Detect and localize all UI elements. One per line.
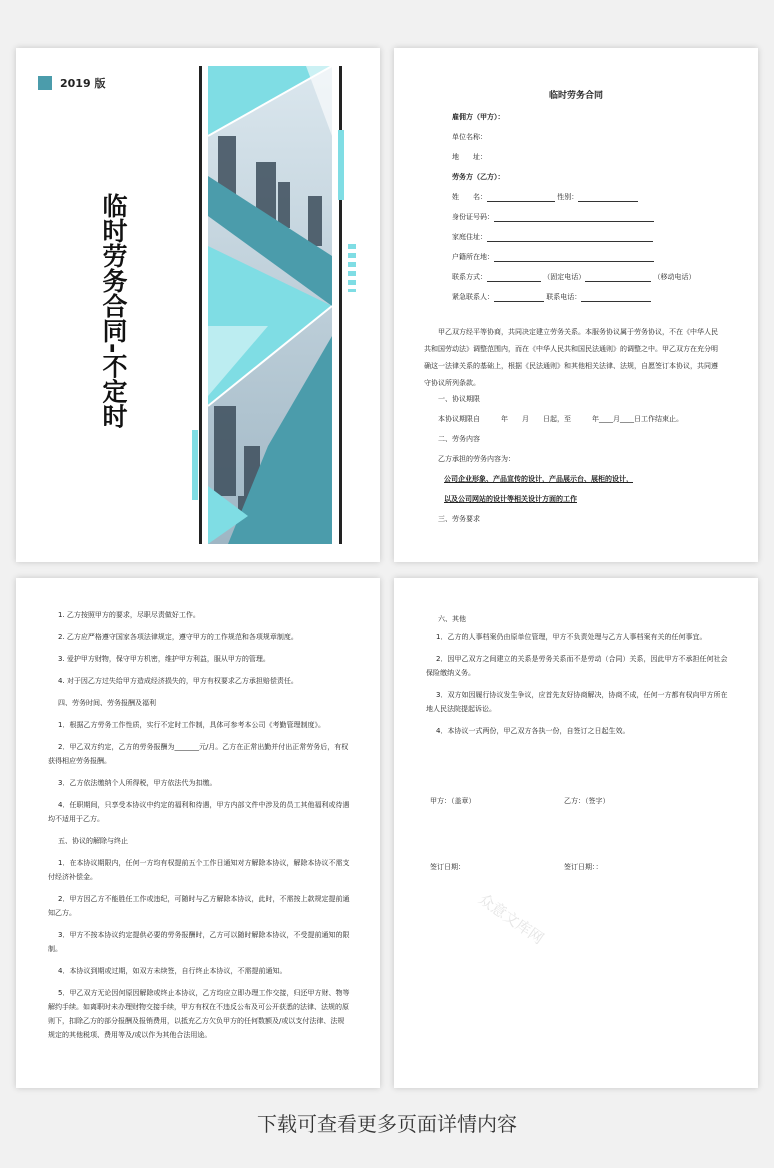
name-blank xyxy=(487,193,555,202)
clause-item: 4．任职期间，只享受本协议中约定的福利和待遇，甲方内部文件中涉及的员工其他福利或待遇均不适用于乙方。 xyxy=(48,801,350,823)
party-b-signature: 乙方：（签字） xyxy=(564,797,610,805)
name-label: 姓 名： xyxy=(452,193,487,201)
hukou-blank xyxy=(494,253,654,262)
cover-page xyxy=(16,48,380,562)
clause-item: 3．甲方不按本协议约定提供必要的劳务报酬时，乙方可以随时解除本协议，不受提前通知的限制。 xyxy=(48,931,350,953)
section6-heading: 六、其他 xyxy=(438,615,466,623)
fixed-phone-label: （固定电话） xyxy=(543,273,586,281)
clause-item: 四、劳务时间、劳务报酬及福利 xyxy=(58,699,156,707)
clause-item: 4. 对于因乙方过失给甲方造成经济损失的，甲方有权要求乙方承担赔偿责任。 xyxy=(58,677,298,685)
footer-caption: 下载可查看更多页面详情内容 xyxy=(257,1112,517,1136)
clause-item: 1．根据乙方劳务工作性质，实行不定时工作制，具体可参考本公司《考勤管理制度》。 xyxy=(58,721,325,729)
accent-dashes xyxy=(348,244,356,292)
employer-heading: 雇佣方（甲方）： xyxy=(452,113,505,121)
home-row xyxy=(452,232,653,242)
clause-item: 5．甲乙双方无论因何原因解除或终止本协议，乙方均应立即办理工作交接，归还甲方财、物等解约手续。如离职时未办理财物交接手续，甲方有权在不违反公布及可公开获悉的法律、法规的原则下，扣除乙方的部分报酬及报销费用，以抵充乙方欠负甲方的任何数额及/或以支付法律、法规规定的其他税项、费用等及/或以作为其他合法用途。 xyxy=(48,989,350,1039)
emergency-phone-blank xyxy=(581,293,651,302)
year-badge-square xyxy=(38,76,52,90)
contract-title: 临时劳务合同 xyxy=(548,91,603,101)
emergency-label: 紧急联系人： xyxy=(452,293,494,301)
accent-bar-right xyxy=(338,130,344,200)
contact-label: 联系方式： xyxy=(452,273,487,281)
clause-item: 4．本协议一式两份，甲乙双方各执一份，自签订之日起生效。 xyxy=(436,727,630,735)
contact-row xyxy=(452,272,695,282)
clause-item: 3．乙方依法缴纳个人所得税，甲方依法代为扣缴。 xyxy=(58,779,217,787)
section1-heading: 一、协议期限 xyxy=(438,395,480,403)
content-line-1: 公司企业形象、产品宣传的设计，产品展示台、展柜的设计， xyxy=(444,475,633,483)
clause-item: 五、协议的解除与终止 xyxy=(58,837,128,845)
id-row xyxy=(452,212,654,222)
clause-item: 2. 乙方应严格遵守国家各项法律规定，遵守甲方的工作规范和各项规章制度。 xyxy=(58,633,298,641)
section2-heading: 二、劳务内容 xyxy=(438,435,480,443)
home-label: 家庭住址： xyxy=(452,233,487,241)
gender-label: 性别： xyxy=(557,193,579,201)
clause-item: 1．在本协议期限内，任何一方均有权提前五个工作日通知对方解除本协议，解除本协议不需支付经济补偿金。 xyxy=(48,859,350,881)
address-label: 地 址： xyxy=(452,153,487,161)
clause-item: 3．双方如因履行协议发生争议，应首先友好协商解决，协商不成，任何一方都有权向甲方所在地人民法院提起诉讼。 xyxy=(426,691,728,713)
emergency-blank xyxy=(494,293,544,302)
mobile-phone-blank xyxy=(585,273,651,282)
cover-photo-collage xyxy=(208,66,332,544)
section3-heading: 三、劳务要求 xyxy=(438,515,480,523)
hukou-label: 户籍所在地： xyxy=(452,253,494,261)
clause-item: 3. 爱护甲方财物，保守甲方机密，维护甲方利益，服从甲方的管理。 xyxy=(58,655,270,663)
fixed-phone-blank xyxy=(487,273,541,282)
party-a-signature: 甲方：（盖章） xyxy=(430,797,476,805)
clause-item: 1. 乙方按照甲方的要求，尽职尽责做好工作。 xyxy=(58,611,200,619)
content-intro: 乙方承担的劳务内容为： xyxy=(438,455,515,463)
clause-item: 2．因甲乙双方之间建立的关系是劳务关系而不是劳动（合同）关系，因此甲方不承担任何社会保险缴纳义务。 xyxy=(426,655,728,677)
emergency-phone-label: 联系电话： xyxy=(546,293,582,301)
clause-item: 2．甲方因乙方不能胜任工作或违纪，可随时与乙方解除本协议，此时，不需按上款规定提前通知乙方。 xyxy=(48,895,350,917)
contract-page-1 xyxy=(394,48,758,562)
unit-name-label: 单位名称： xyxy=(452,133,487,141)
contract-page-2 xyxy=(16,578,380,1088)
cover-line-left xyxy=(199,66,202,544)
emergency-row xyxy=(452,292,651,302)
sign-date-b: 签订日期：： xyxy=(564,863,603,871)
mobile-phone-label: （移动电话） xyxy=(653,273,696,281)
term-text: 本协议期限自 年 月 日起，至 年____月____日工作结束止。 xyxy=(438,415,683,423)
contract-page-3 xyxy=(394,578,758,1088)
page3-clauses xyxy=(48,608,350,1050)
intro-paragraph: 甲乙双方经平等协商，共同决定建立劳务关系。本服务协议属于劳务协议，不在《中华人民共和国劳动法》调整范围内，而在《中华人民共和国民法通则》的调整之中。甲乙双方在充分明确这一法律关系的基础上，根据《民法通则》和其他相关法律、法规，自愿签订本协议，共同遵守协议所列条款。 xyxy=(424,328,718,387)
watermark: 众意文库网 xyxy=(475,890,548,948)
gender-blank xyxy=(578,193,638,202)
name-row xyxy=(452,192,638,202)
id-blank xyxy=(494,213,654,222)
page4-clauses xyxy=(426,630,728,746)
home-blank xyxy=(487,233,653,242)
content-line-2: 以及公司网站的设计等相关设计方面的工作 xyxy=(444,495,577,503)
sign-date-a: 签订日期： xyxy=(430,863,465,871)
cover-title: 临时劳务合同-不定时 xyxy=(99,193,128,429)
clause-item: 4．本协议到期或过期，如双方未续签，自行终止本协议，不需提前通知。 xyxy=(58,967,287,975)
clause-item: 2．甲乙双方约定，乙方的劳务报酬为_______元/月。乙方在正常出勤并付出正常劳务后，有权获得相应劳务报酬。 xyxy=(48,743,349,765)
hukou-row xyxy=(452,252,654,262)
accent-bar-left xyxy=(192,430,198,500)
worker-heading: 劳务方（乙方）： xyxy=(452,173,505,181)
year-label: 2019 版 xyxy=(60,77,106,90)
clause-item: 1．乙方的人事档案仍由原单位管理，甲方不负责处理与乙方人事档案有关的任何事宜。 xyxy=(436,633,707,641)
id-label: 身份证号码： xyxy=(452,213,494,221)
